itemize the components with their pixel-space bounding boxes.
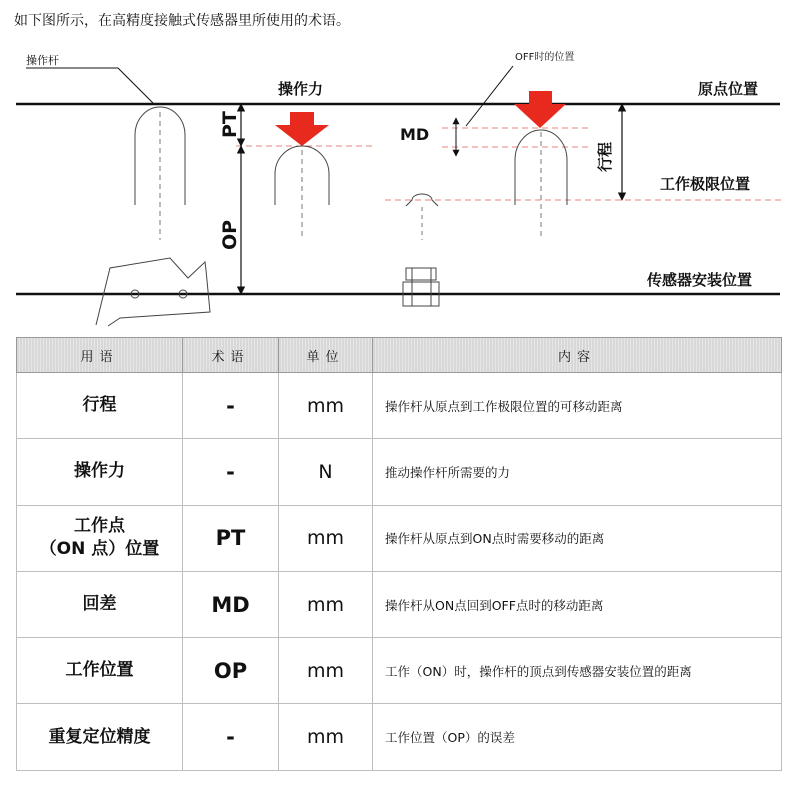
- description-cell: 工作（ON）时，操作杆的顶点到传感器安装位置的距离: [373, 638, 782, 704]
- pt-label: PT: [219, 111, 241, 138]
- symbol-cell: PT: [183, 505, 279, 571]
- stroke-label: 行程: [596, 141, 614, 172]
- term-text: 回差: [82, 594, 117, 615]
- actuator-free: [135, 107, 185, 240]
- actuator-pressed: [275, 146, 329, 240]
- term-text: （ON 点）位置: [39, 539, 160, 560]
- actuator-leader-line: [26, 68, 153, 103]
- symbol-cell: -: [183, 704, 279, 770]
- table-row: [17, 439, 782, 505]
- free-position-label: 原点位置: [698, 80, 759, 98]
- operating-limit-label: 工作极限位置: [660, 175, 751, 193]
- table-header-row: [17, 338, 782, 373]
- unit-cell: mm: [279, 373, 373, 439]
- header-symbol: 术语: [183, 338, 279, 373]
- operating-force-arrow-2: [514, 91, 566, 128]
- caption: 如下图所示，在高精度接触式传感器里所使用的术语。: [14, 13, 350, 29]
- term-text: 工作点: [74, 516, 125, 537]
- symbol-cell: -: [183, 439, 279, 505]
- term-cell: [17, 704, 183, 770]
- operating-force-label: 操作力: [278, 80, 324, 98]
- operating-force-arrow: [275, 112, 329, 146]
- header-term: 用语: [17, 338, 183, 373]
- mounting-bracket: [96, 258, 210, 326]
- unit-cell: N: [279, 439, 373, 505]
- terms-table: [16, 337, 782, 771]
- table-row: [17, 505, 782, 571]
- description-cell: 操作杆从原点到工作极限位置的可移动距离: [373, 373, 782, 439]
- small-switch: [403, 194, 439, 306]
- table-body: [17, 373, 782, 771]
- actuator-label: 操作杆: [26, 54, 59, 67]
- unit-cell: mm: [279, 638, 373, 704]
- table-row: [17, 373, 782, 439]
- md-label: MD: [400, 125, 430, 144]
- header-unit: 单位: [279, 338, 373, 373]
- description-cell: 工作位置（OP）的误差: [373, 704, 782, 770]
- off-position-label: OFF时的位置: [515, 52, 575, 63]
- term-text: 重复定位精度: [48, 726, 151, 747]
- mounting-position-label: 传感器安装位置: [647, 271, 753, 289]
- terms-table-wrapper: [16, 337, 781, 771]
- term-cell: [17, 373, 183, 439]
- description-cell: 操作杆从原点到ON点时需要移动的距离: [373, 505, 782, 571]
- unit-cell: mm: [279, 505, 373, 571]
- table-row: [17, 638, 782, 704]
- unit-cell: mm: [279, 704, 373, 770]
- description-cell: 推动操作杆所需要的力: [373, 439, 782, 505]
- description-cell: 操作杆从ON点回到OFF点时的移动距离: [373, 571, 782, 637]
- unit-cell: mm: [279, 571, 373, 637]
- sensor-diagram: [0, 0, 800, 335]
- symbol-cell: -: [183, 373, 279, 439]
- term-text: 行程: [82, 395, 117, 416]
- table-row: [17, 571, 782, 637]
- off-position-leader: [466, 66, 513, 126]
- term-cell: [17, 439, 183, 505]
- term-cell: [17, 571, 183, 637]
- symbol-cell: OP: [183, 638, 279, 704]
- term-cell: [17, 505, 183, 571]
- term-text: 操作力: [74, 461, 125, 482]
- symbol-cell: MD: [183, 571, 279, 637]
- op-label: OP: [219, 219, 241, 250]
- term-text: 工作位置: [65, 660, 134, 681]
- header-description: 内容: [373, 338, 782, 373]
- term-cell: [17, 638, 183, 704]
- table-row: [17, 704, 782, 770]
